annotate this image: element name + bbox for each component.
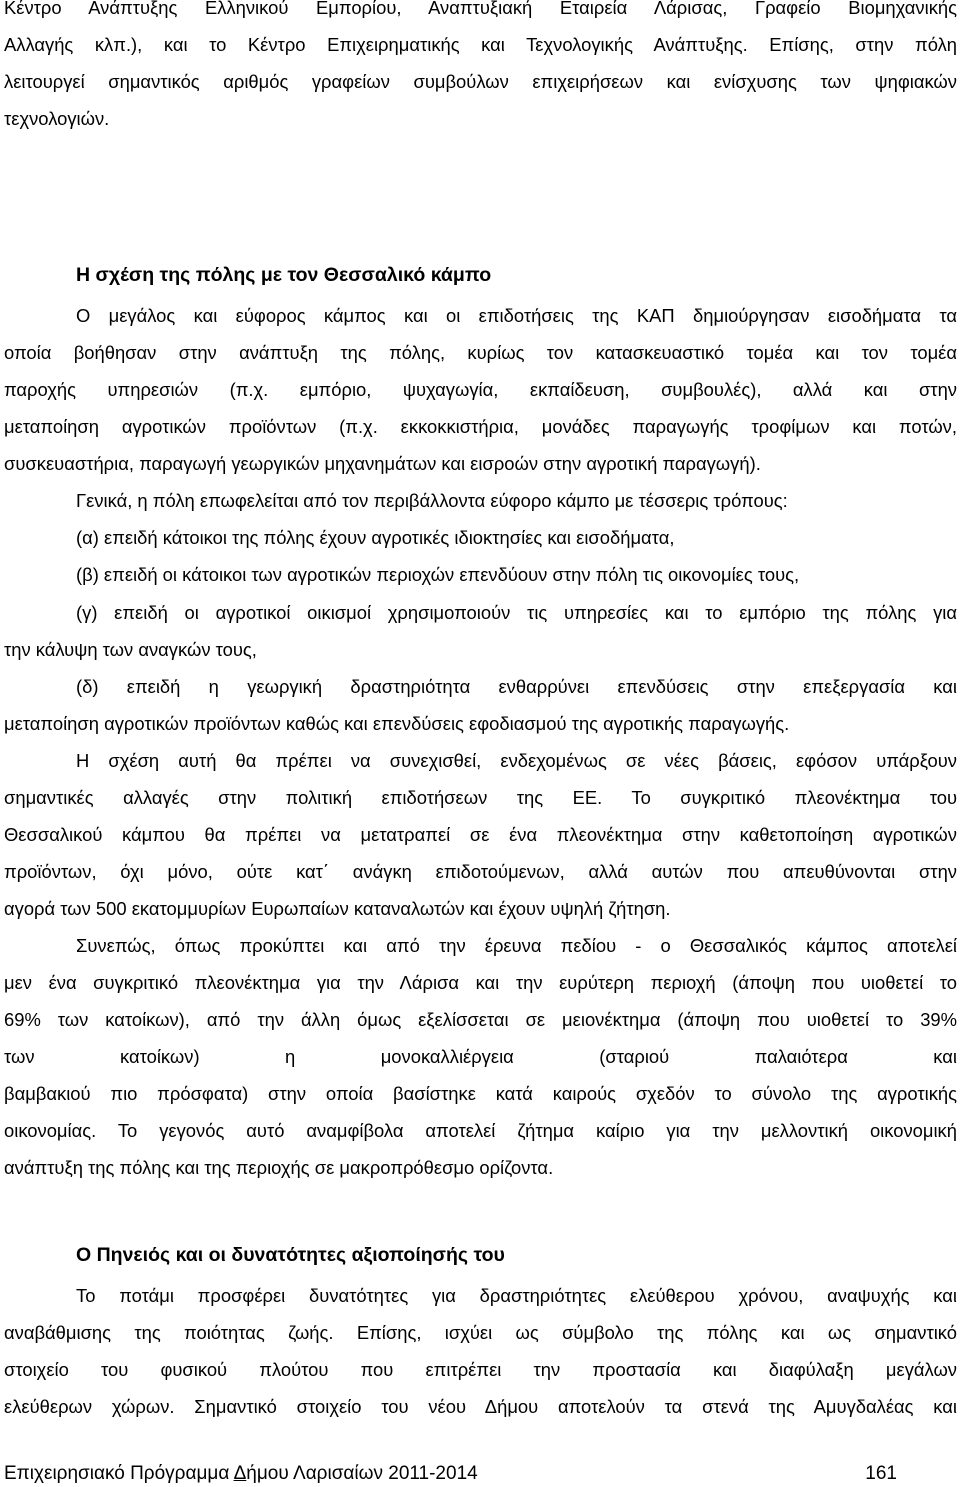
- paragraph-line: μεταποίηση αγροτικών προϊόντων (π.χ. εκκοκκιστήρια, μονάδες παραγωγής τροφίμων και ποτών,: [4, 416, 957, 437]
- paragraph-line: Θεσσαλικού κάμπου θα πρέπει να μετατραπεί σε ένα πλεονέκτημα στην καθετοποίηση αγροτικών: [4, 824, 957, 845]
- paragraph-line: οποία βοήθησαν στην ανάπτυξη της πόλης, κυρίως τον κατασκευαστικό τομέα και τον τομέα: [4, 342, 957, 363]
- paragraph-line: μεν ένα συγκριτικό πλεονέκτημα για την Λάρισα και την ευρύτερη περιοχή (άποψη που υιοθετεί το: [4, 972, 957, 993]
- paragraph-line: στοιχείο του φυσικού πλούτου που επιτρέπει την προστασία και διαφύλαξη μεγάλων: [4, 1359, 957, 1380]
- paragraph-line: λειτουργεί σημαντικός αριθμός γραφείων συμβούλων επιχειρήσεων και ενίσχυσης των ψηφιακών: [4, 71, 957, 92]
- list-item: (δ) επειδή η γεωργική δραστηριότητα ενθαρρύνει επενδύσεις στην επεξεργασία και: [76, 676, 957, 697]
- paragraph-line: Ο μεγάλος και εύφορος κάμπος και οι επιδοτήσεις της ΚΑΠ δημιούργησαν εισοδήματα τα: [76, 305, 957, 326]
- page-footer: [4, 1461, 952, 1487]
- section-heading: Ο Πηνειός και οι δυνατότητες αξιοποίησής του: [76, 1244, 505, 1266]
- list-item: (α) επειδή κάτοικοι της πόλης έχουν αγροτικές ιδιοκτησίες και εισοδήματα,: [76, 527, 675, 548]
- paragraph-line: Η σχέση αυτή θα πρέπει να συνεχισθεί, ενδεχομένως σε νέες βάσεις, εφόσον υπάρξουν: [76, 750, 957, 771]
- paragraph-line: ελεύθερων χώρων. Σημαντικό στοιχείο του νέου Δήμου αποτελούν τα στενά της Αμυγδαλέας και: [4, 1396, 957, 1417]
- paragraph-line: σημαντικές αλλαγές στην πολιτική επιδοτήσεων της ΕΕ. Το συγκριτικό πλεονέκτημα του: [4, 787, 957, 808]
- footer-title-underlined: Δ: [233, 1463, 247, 1484]
- paragraph-line: των κατοίκων) η μονοκαλλιέργεια (σταριού παλαιότερα και: [4, 1046, 957, 1067]
- paragraph-line: 69% των κατοίκων), από την άλλη όμως εξελίσσεται σε μειονέκτημα (άποψη που υιοθετεί το 39%: [4, 1009, 957, 1030]
- footer-title-prefix: Επιχειρησιακό Πρόγραμμα: [4, 1463, 234, 1484]
- paragraph-line: Γενικά, η πόλη επωφελείται από τον περιβάλλοντα εύφορο κάμπο με τέσσερις τρόπους:: [76, 490, 788, 511]
- paragraph-line: οικονομίας. Το γεγονός αυτό αναμφίβολα αποτελεί ζήτημα καίριο για την μελλοντική οικονομική: [4, 1120, 957, 1141]
- paragraph-line: παροχής υπηρεσιών (π.χ. εμπόριο, ψυχαγωγία, εκπαίδευση, συμβουλές), αλλά και στην: [4, 379, 957, 400]
- paragraph-line: αναβάθμισης της ποιότητας ζωής. Επίσης, ισχύει ως σύμβολο της πόλης και ως σημαντικό: [4, 1322, 957, 1343]
- section-heading: Η σχέση της πόλης με τον Θεσσαλικό κάμπο: [76, 264, 492, 286]
- paragraph-line: Αλλαγής κλπ.), και το Κέντρο Επιχειρηματικής και Τεχνολογικής Ανάπτυξης. Επίσης, στην πόλη: [4, 34, 957, 55]
- paragraph-line: την κάλυψη των αναγκών τους,: [4, 639, 257, 660]
- paragraph-line: ανάπτυξη της πόλης και της περιοχής σε μακροπρόθεσμο ορίζοντα.: [4, 1157, 554, 1178]
- paragraph-line: Συνεπώς, όπως προκύπτει και από την έρευνα πεδίου - ο Θεσσαλικός κάμπος αποτελεί: [76, 935, 957, 956]
- paragraph-line: τεχνολογιών.: [4, 108, 110, 129]
- paragraph-line: συσκευαστήρια, παραγωγή γεωργικών μηχανημάτων και εισροών στην αγροτική παραγωγή).: [4, 453, 761, 474]
- paragraph-line: Κέντρο Ανάπτυξης Ελληνικού Εμπορίου, Αναπτυξιακή Εταιρεία Λάρισας, Γραφείο Βιομηχανικής: [4, 0, 957, 18]
- page-number: 161: [865, 1463, 897, 1484]
- paragraph-line: Το ποτάμι προσφέρει δυνατότητες για δραστηριότητες ελεύθερου χρόνου, αναψυχής και: [76, 1285, 957, 1306]
- paragraph-line: μεταποίηση αγροτικών προϊόντων καθώς και επενδύσεις εφοδιασμού της αγροτικής παραγωγής.: [4, 713, 790, 734]
- paragraph-line: βαμβακιού πιο πρόσφατα) στην οποία βασίστηκε κατά καιρούς σχεδόν το σύνολο της αγροτικής: [4, 1083, 957, 1104]
- paragraph-line: αγορά των 500 εκατομμυρίων Ευρωπαίων καταναλωτών και έχουν υψηλή ζήτηση.: [4, 898, 671, 919]
- list-item: (γ) επειδή οι αγροτικοί οικισμοί χρησιμοποιούν τις υπηρεσίες και το εμπόριο της πόλης για: [76, 602, 957, 623]
- footer-title-suffix: ήμου Λαρισαίων 2011-2014: [246, 1463, 478, 1484]
- paragraph-line: προϊόντων, όχι μόνο, ούτε κατ΄ ανάγκη επιδοτούμενων, αλλά αυτών που απευθύνονται στην: [4, 861, 957, 882]
- list-item: (β) επειδή οι κάτοικοι των αγροτικών περιοχών επενδύουν στην πόλη τις οικονομίες τους,: [76, 564, 800, 585]
